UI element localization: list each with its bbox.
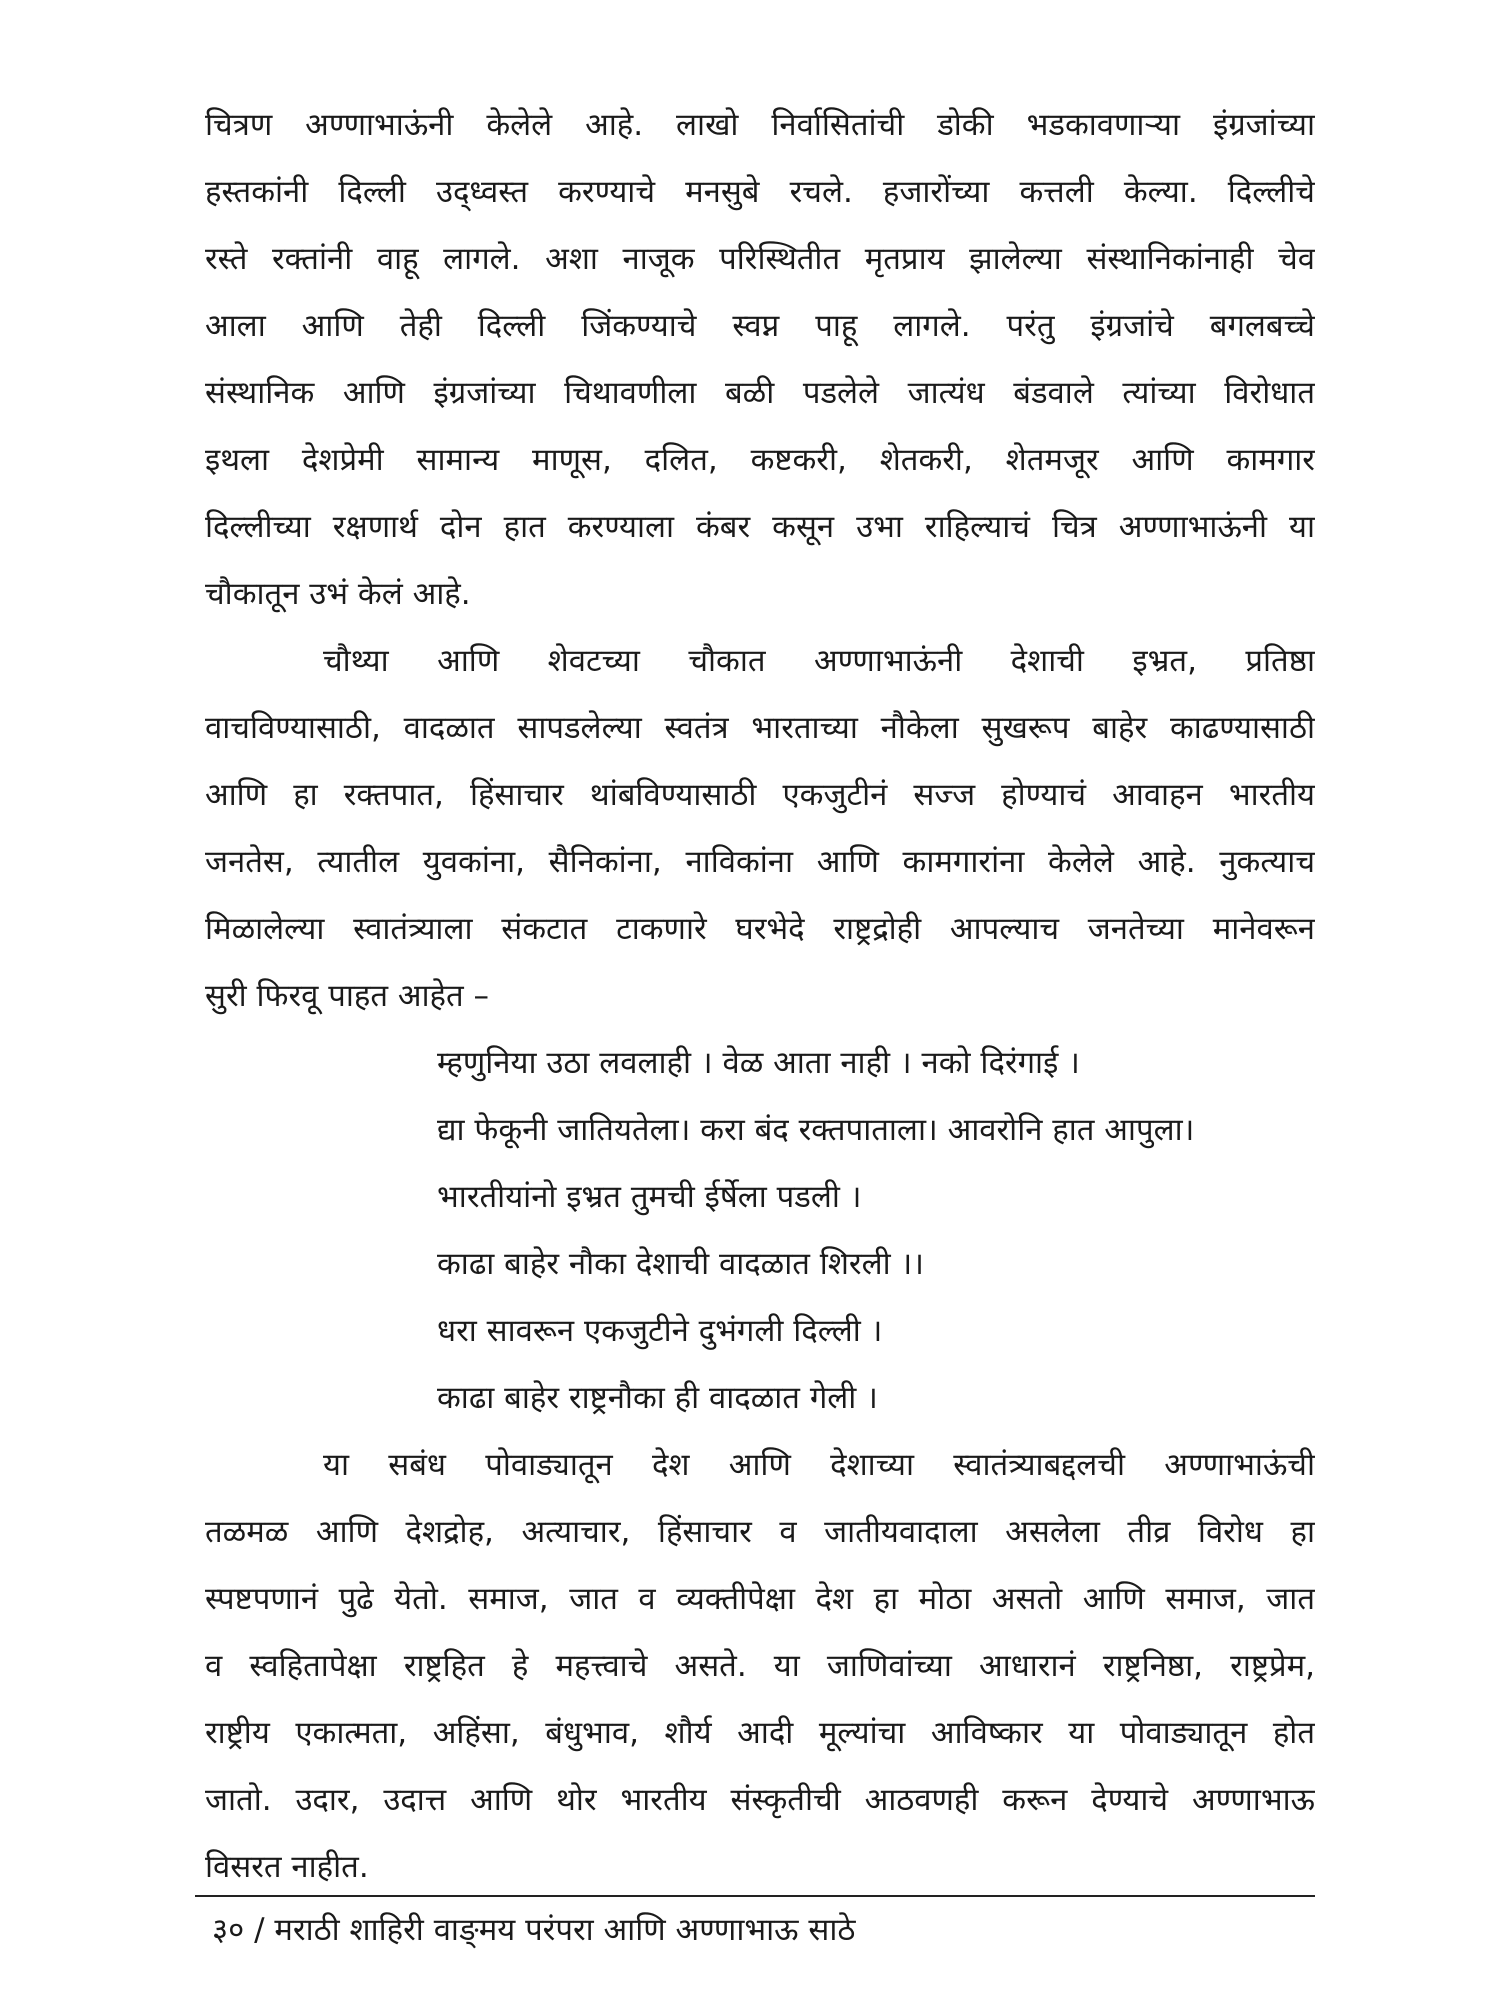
verse-line: काढा बाहेर राष्ट्रनौका ही वादळात गेली । [437,1380,878,1416]
text-line: तळमळ आणि देशद्रोह, अत्याचार, हिंसाचार व जातीयवादाला असलेला तीव्र विरोध हा [205,1514,1315,1550]
text-line: संस्थानिक आणि इंग्रजांच्या चिथावणीला बळी पडलेले जात्यंध बंडवाले त्यांच्या विरोधात [205,375,1315,411]
footer-divider [195,1895,1315,1897]
text-line: व स्वहितापेक्षा राष्ट्रहित हे महत्त्वाचे असते. या जाणिवांच्या आधारानं राष्ट्रनिष्ठा, राष्ट्रप्रेम, [205,1648,1315,1684]
verse-line: काढा बाहेर नौका देशाची वादळात शिरली ।। [437,1246,924,1282]
text-line: चौकातून उभं केलं आहे. [205,576,471,612]
text-line: रस्ते रक्तांनी वाहू लागले. अशा नाजूक परिस्थितीत मृतप्राय झालेल्या संस्थानिकांनाही चेव [205,241,1315,277]
text-line: विसरत नाहीत. [205,1849,369,1885]
text-line: इथला देशप्रेमी सामान्य माणूस, दलित, कष्टकरी, शेतकरी, शेतमजूर आणि कामगार [205,442,1315,478]
verse-line: म्हणुनिया उठा लवलाही । वेळ आता नाही । नको दिरंगाई । [437,1045,1080,1081]
paragraph-1 [205,92,1315,628]
text-line: सुरी फिरवू पाहत आहेत – [205,978,490,1014]
text-line: वाचविण्यासाठी, वादळात सापडलेल्या स्वतंत्र भारताच्या नौकेला सुखरूप बाहेर काढण्यासाठी [205,710,1315,746]
verse-line: द्या फेकूनी जातियतेला। करा बंद रक्तपाताला। आवरोनि हात आपुला। [437,1112,1195,1148]
text-line: दिल्लीच्या रक्षणार्थ दोन हात करण्याला कंबर कसून उभा राहिल्याचं चित्र अण्णाभाऊंनी या [205,509,1315,545]
text-line: जनतेस, त्यातील युवकांना, सैनिकांना, नाविकांना आणि कामगारांना केलेले आहे. नुकत्याच [205,844,1315,880]
paragraph-2 [205,628,1315,1030]
text-line: या सबंध पोवाड्यातून देश आणि देशाच्या स्वातंत्र्याबद्दलची अण्णाभाऊंची [323,1447,1315,1483]
page-footer: ३० / मराठी शाहिरी वाङ्‌मय परंपरा आणि अण्णाभाऊ साठे [212,1912,856,1948]
text-line: आणि हा रक्तपात, हिंसाचार थांबविण्यासाठी एकजुटीनं सज्ज होण्याचं आवाहन भारतीय [205,777,1315,813]
page-body [205,92,1315,1901]
text-line: जातो. उदार, उदात्त आणि थोर भारतीय संस्कृतीची आठवणही करून देण्याचे अण्णाभाऊ [205,1782,1315,1818]
text-line: राष्ट्रीय एकात्मता, अहिंसा, बंधुभाव, शौर्य आदी मूल्यांचा आविष्कार या पोवाड्यातून होत [205,1715,1315,1751]
text-line: हस्तकांनी दिल्ली उद्‌ध्वस्त करण्याचे मनसुबे रचले. हजारोंच्या कत्तली केल्या. दिल्लीचे [205,174,1315,210]
verse-line: धरा सावरून एकजुटीने दुभंगली दिल्ली । [437,1313,883,1349]
verse-line: भारतीयांनो इभ्रत तुमची ईर्षेला पडली । [437,1179,862,1215]
text-line: आला आणि तेही दिल्ली जिंकण्याचे स्वप्न पाहू लागले. परंतु इंग्रजांचे बगलबच्चे [205,308,1315,344]
text-line: चित्रण अण्णाभाऊंनी केलेले आहे. लाखो निर्वासितांची डोकी भडकावणाऱ्या इंग्रजांच्या [205,107,1315,143]
text-line: मिळालेल्या स्वातंत्र्याला संकटात टाकणारे घरभेदे राष्ट्रद्रोही आपल्याच जनतेच्या मानेवरून [205,911,1315,947]
paragraph-3 [205,1432,1315,1901]
text-line: चौथ्या आणि शेवटच्या चौकात अण्णाभाऊंनी देशाची इभ्रत, प्रतिष्ठा [323,643,1315,679]
verse-block [437,1030,1315,1432]
text-line: स्पष्टपणानं पुढे येतो. समाज, जात व व्यक्तीपेक्षा देश हा मोठा असतो आणि समाज, जात [205,1581,1315,1617]
